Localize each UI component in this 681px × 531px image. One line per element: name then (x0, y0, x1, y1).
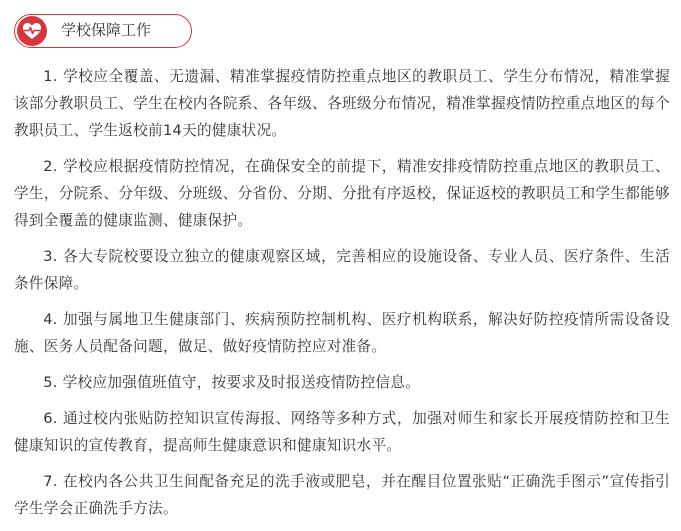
paragraph-1: 1. 学校应全覆盖、无遗漏、精准掌握疫情防控重点地区的教职员工、学生分布情况，精准掌握该部分教职员工、学生在校内各院系、各年级、各班级分布情况，精准掌握疫情防控重点地区的每个教职员工、学生返校前14天的健康状况。 (14, 68, 670, 139)
paragraph-4: 4. 加强与属地卫生健康部门、疾病预防控制机构、医疗机构联系，解决好防控疫情所需设备设施、医务人员配备问题，做足、做好疫情防控应对准备。 (14, 311, 670, 355)
paragraph-3: 3. 各大专院校要设立独立的健康观察区域，完善相应的设施设备、专业人员、医疗条件、生活条件保障。 (14, 248, 670, 292)
section-title: 学校保障工作 (61, 21, 152, 39)
heart-pulse-icon (17, 16, 47, 46)
paragraph-6: 6. 通过校内张贴防控知识宣传海报、网络等多种方式，加强对师生和家长开展疫情防控和卫生健康知识的宣传教育，提高师生健康意识和健康知识水平。 (14, 410, 670, 454)
paragraph-2: 2. 学校应根据疫情防控情况，在确保安全的前提下，精准安排疫情防控重点地区的教职员工、学生，分院系、分年级、分班级、分省份、分期、分批有序返校，保证返校的教职员工和学生都能够得到全覆盖的健康监测、健康保护。 (14, 158, 670, 229)
paragraph-5: 5. 学校应加强值班值守，按要求及时报送疫情防控信息。 (43, 374, 421, 391)
section-header (14, 14, 192, 48)
paragraph-7: 7. 在校内各公共卫生间配备充足的洗手液或肥皂，并在醒目位置张贴“正确洗手图示”宣传指引学生学会正确洗手方法。 (14, 473, 670, 517)
article-body (14, 63, 670, 531)
